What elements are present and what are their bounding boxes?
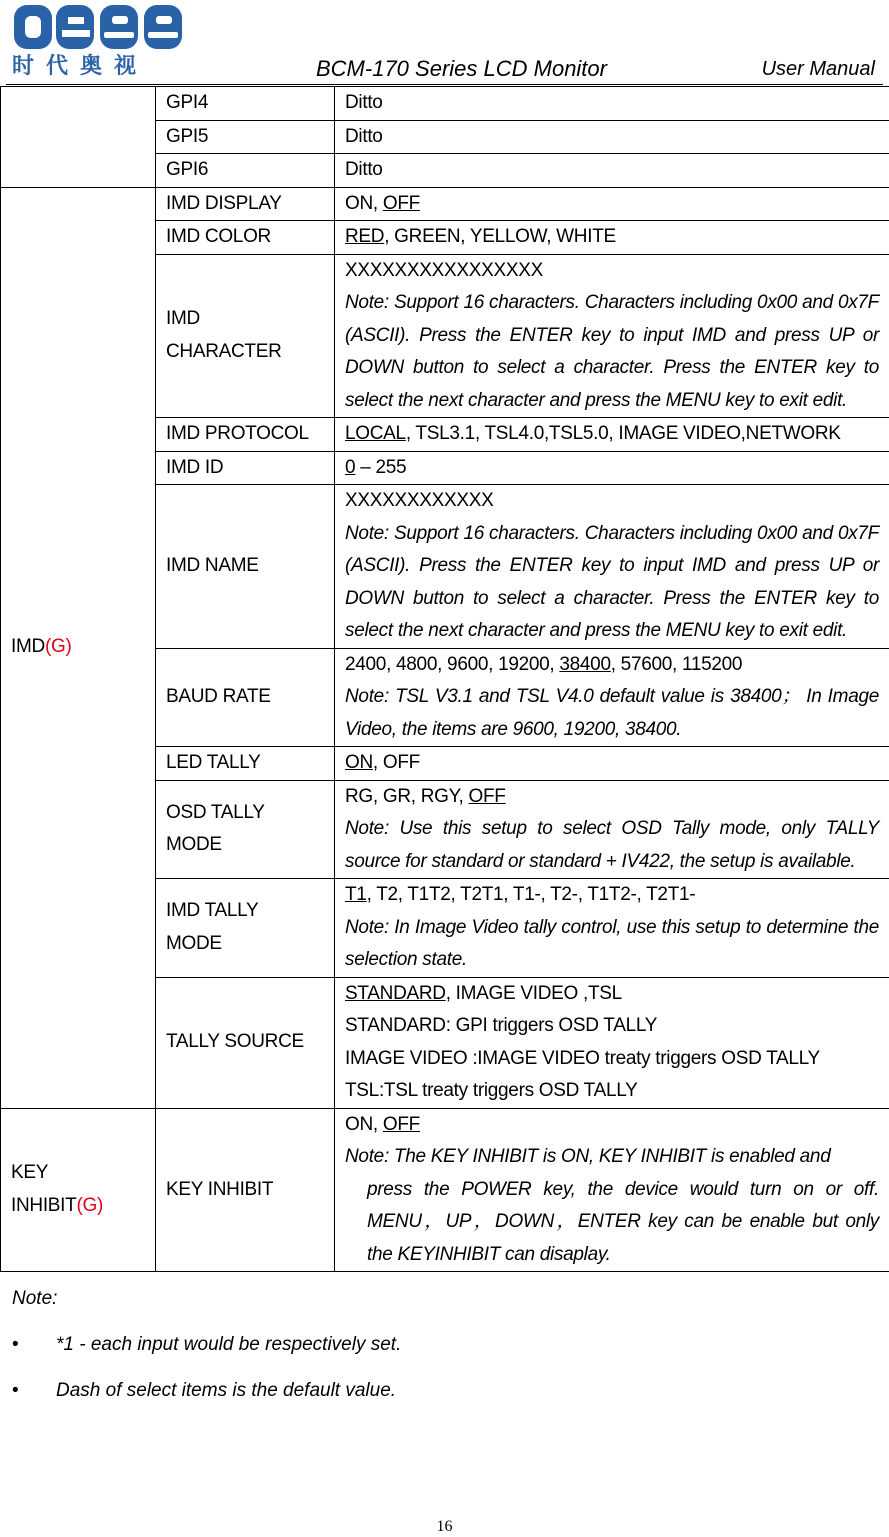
value-cell: Ditto xyxy=(335,154,889,188)
param-cell: IMD NAME xyxy=(156,485,335,649)
param-line: CHARACTER xyxy=(166,340,282,362)
table-row xyxy=(1,87,889,121)
page-number: 16 xyxy=(436,1518,453,1535)
param-cell: IMD DISPLAY xyxy=(156,187,335,221)
value-text: XXXXXXXXXXXXXXXX xyxy=(345,259,543,281)
group-label: KEY xyxy=(11,1162,49,1184)
option-text: RG, GR, RGY, xyxy=(345,785,469,807)
table-row xyxy=(1,1108,889,1272)
value-cell xyxy=(335,254,889,418)
note-label: Note xyxy=(345,818,384,839)
value-cell xyxy=(335,648,889,747)
note-label: Note: xyxy=(345,292,389,313)
value-cell xyxy=(335,187,889,221)
default-option: ON xyxy=(345,752,373,773)
value-cell xyxy=(335,485,889,649)
option-text: , 57600, 115200 xyxy=(610,653,743,675)
default-option: T1 xyxy=(345,884,367,905)
value-line: IMAGE VIDEO :IMAGE VIDEO treaty triggers OSD TALLY xyxy=(345,1047,820,1069)
param-cell xyxy=(156,254,335,418)
option-text: , OFF xyxy=(372,752,420,773)
osee-logo-mark xyxy=(12,3,184,53)
param-cell: GPI4 xyxy=(156,87,335,121)
note-text: : The KEY INHIBIT is ON, KEY INHIBIT is enabled and xyxy=(383,1146,831,1167)
option-text: , T2, T1T2, T2T1, T1-, T2-, T1T2-, T2T1- xyxy=(366,884,696,905)
param-cell: GPI5 xyxy=(156,120,335,154)
default-option: RED xyxy=(345,226,385,247)
option-text: , GREEN, YELLOW, WHITE xyxy=(384,226,616,247)
note-text: : Use this setup to select OSD Tally mode, only TALLY source for standard or standard + IV422, the setup is available. xyxy=(345,818,879,872)
option-text: 2400, 4800, 9600, 19200, xyxy=(345,653,560,675)
value-cell xyxy=(335,747,889,781)
note-label: Note xyxy=(345,686,384,707)
param-cell: IMD ID xyxy=(156,451,335,485)
default-option: OFF xyxy=(382,1113,420,1135)
group-tag: (G) xyxy=(44,636,72,658)
param-line: IMD TALLY xyxy=(166,900,259,922)
settings-table xyxy=(0,86,889,1272)
value-line: TSL:TSL treaty triggers OSD TALLY xyxy=(345,1080,638,1101)
option-text: , IMAGE VIDEO ,TSL xyxy=(445,982,622,1004)
value-cell: Ditto xyxy=(335,87,889,121)
group-cell-empty xyxy=(1,87,156,188)
bullet-text: *1 - each input would be respectively set. xyxy=(56,1334,402,1355)
param-cell: TALLY SOURCE xyxy=(156,977,335,1108)
option-text: ON, xyxy=(345,1113,383,1135)
param-cell: LED TALLY xyxy=(156,747,335,781)
note-text: Support 16 characters. Characters including 0x00 and 0x7F (ASCII). Press the ENTER key to input IMD and press UP or DOWN button to select a character. Press the ENTER key to select the next character and press the MENU key to exit edit. xyxy=(345,522,879,641)
note-text: Support 16 characters. Characters including 0x00 and 0x7F (ASCII). Press the ENTER key to input IMD and press UP or DOWN button to select a character. Press the ENTER key to select the next character and press the MENU key to exit edit. xyxy=(345,292,879,411)
bullet-icon: • xyxy=(12,1380,19,1401)
param-line: IMD xyxy=(166,308,200,330)
param-cell: IMD PROTOCOL xyxy=(156,418,335,452)
note-text: : TSL V3.1 and TSL V4.0 default value is 38400； In Image Video, the items are 9600, 19200, 38400. xyxy=(345,686,879,740)
value-cell xyxy=(335,418,889,452)
default-option: OFF xyxy=(468,785,506,807)
osee-logo xyxy=(12,3,184,81)
option-text: , TSL3.1, TSL4.0,TSL5.0, IMAGE VIDEO,NETWORK xyxy=(405,423,841,444)
value-cell xyxy=(335,780,889,879)
group-tag: (G) xyxy=(76,1194,104,1216)
table-row xyxy=(1,187,889,221)
group-label: IMD xyxy=(11,636,45,658)
logo-chinese-text: 时代奥视 xyxy=(12,54,149,79)
option-text: ON, xyxy=(345,192,383,214)
footer-note-label: Note: xyxy=(12,1288,58,1309)
param-line: OSD TALLY xyxy=(166,801,265,823)
param-cell: BAUD RATE xyxy=(156,648,335,747)
default-option: LOCAL xyxy=(345,423,406,444)
value-cell: Ditto xyxy=(335,120,889,154)
default-option: OFF xyxy=(382,192,420,214)
value-text: XXXXXXXXXXXX xyxy=(345,490,494,511)
param-cell: IMD COLOR xyxy=(156,221,335,255)
note-label: Note: xyxy=(345,522,389,544)
default-option: 38400 xyxy=(559,653,611,675)
param-cell: GPI6 xyxy=(156,154,335,188)
value-cell xyxy=(335,879,889,978)
param-line: MODE xyxy=(166,834,222,856)
group-cell-imd xyxy=(1,187,156,1108)
note-text-indented: press the POWER key, the device would turn on or off. MENU，UP，DOWN，ENTER key can be enable but only the KEYINHIBIT can disaplay. xyxy=(367,1178,879,1265)
document-title: BCM-170 Series LCD Monitor xyxy=(316,56,607,81)
value-cell xyxy=(335,451,889,485)
default-option: STANDARD xyxy=(345,982,446,1004)
page-header xyxy=(0,0,889,90)
param-cell xyxy=(156,879,335,978)
default-option: 0 xyxy=(345,456,356,478)
value-cell xyxy=(335,977,889,1108)
note-label: Note xyxy=(345,1146,384,1167)
param-line: MODE xyxy=(166,932,222,954)
param-cell xyxy=(156,780,335,879)
note-text: : In Image Video tally control, use this setup to determine the selection state. xyxy=(345,916,879,970)
bullet-icon: • xyxy=(12,1334,19,1355)
note-label: Note xyxy=(345,916,384,938)
group-cell-key xyxy=(1,1108,156,1272)
bullet-text: Dash of select items is the default value. xyxy=(56,1380,397,1401)
value-cell xyxy=(335,221,889,255)
value-line: STANDARD: GPI triggers OSD TALLY xyxy=(345,1015,658,1036)
header-divider xyxy=(6,84,883,85)
document-type: User Manual xyxy=(761,58,875,80)
value-cell xyxy=(335,1108,889,1272)
option-text: – 255 xyxy=(355,456,407,478)
group-label: INHIBIT xyxy=(11,1194,77,1216)
param-cell: KEY INHIBIT xyxy=(156,1108,335,1272)
